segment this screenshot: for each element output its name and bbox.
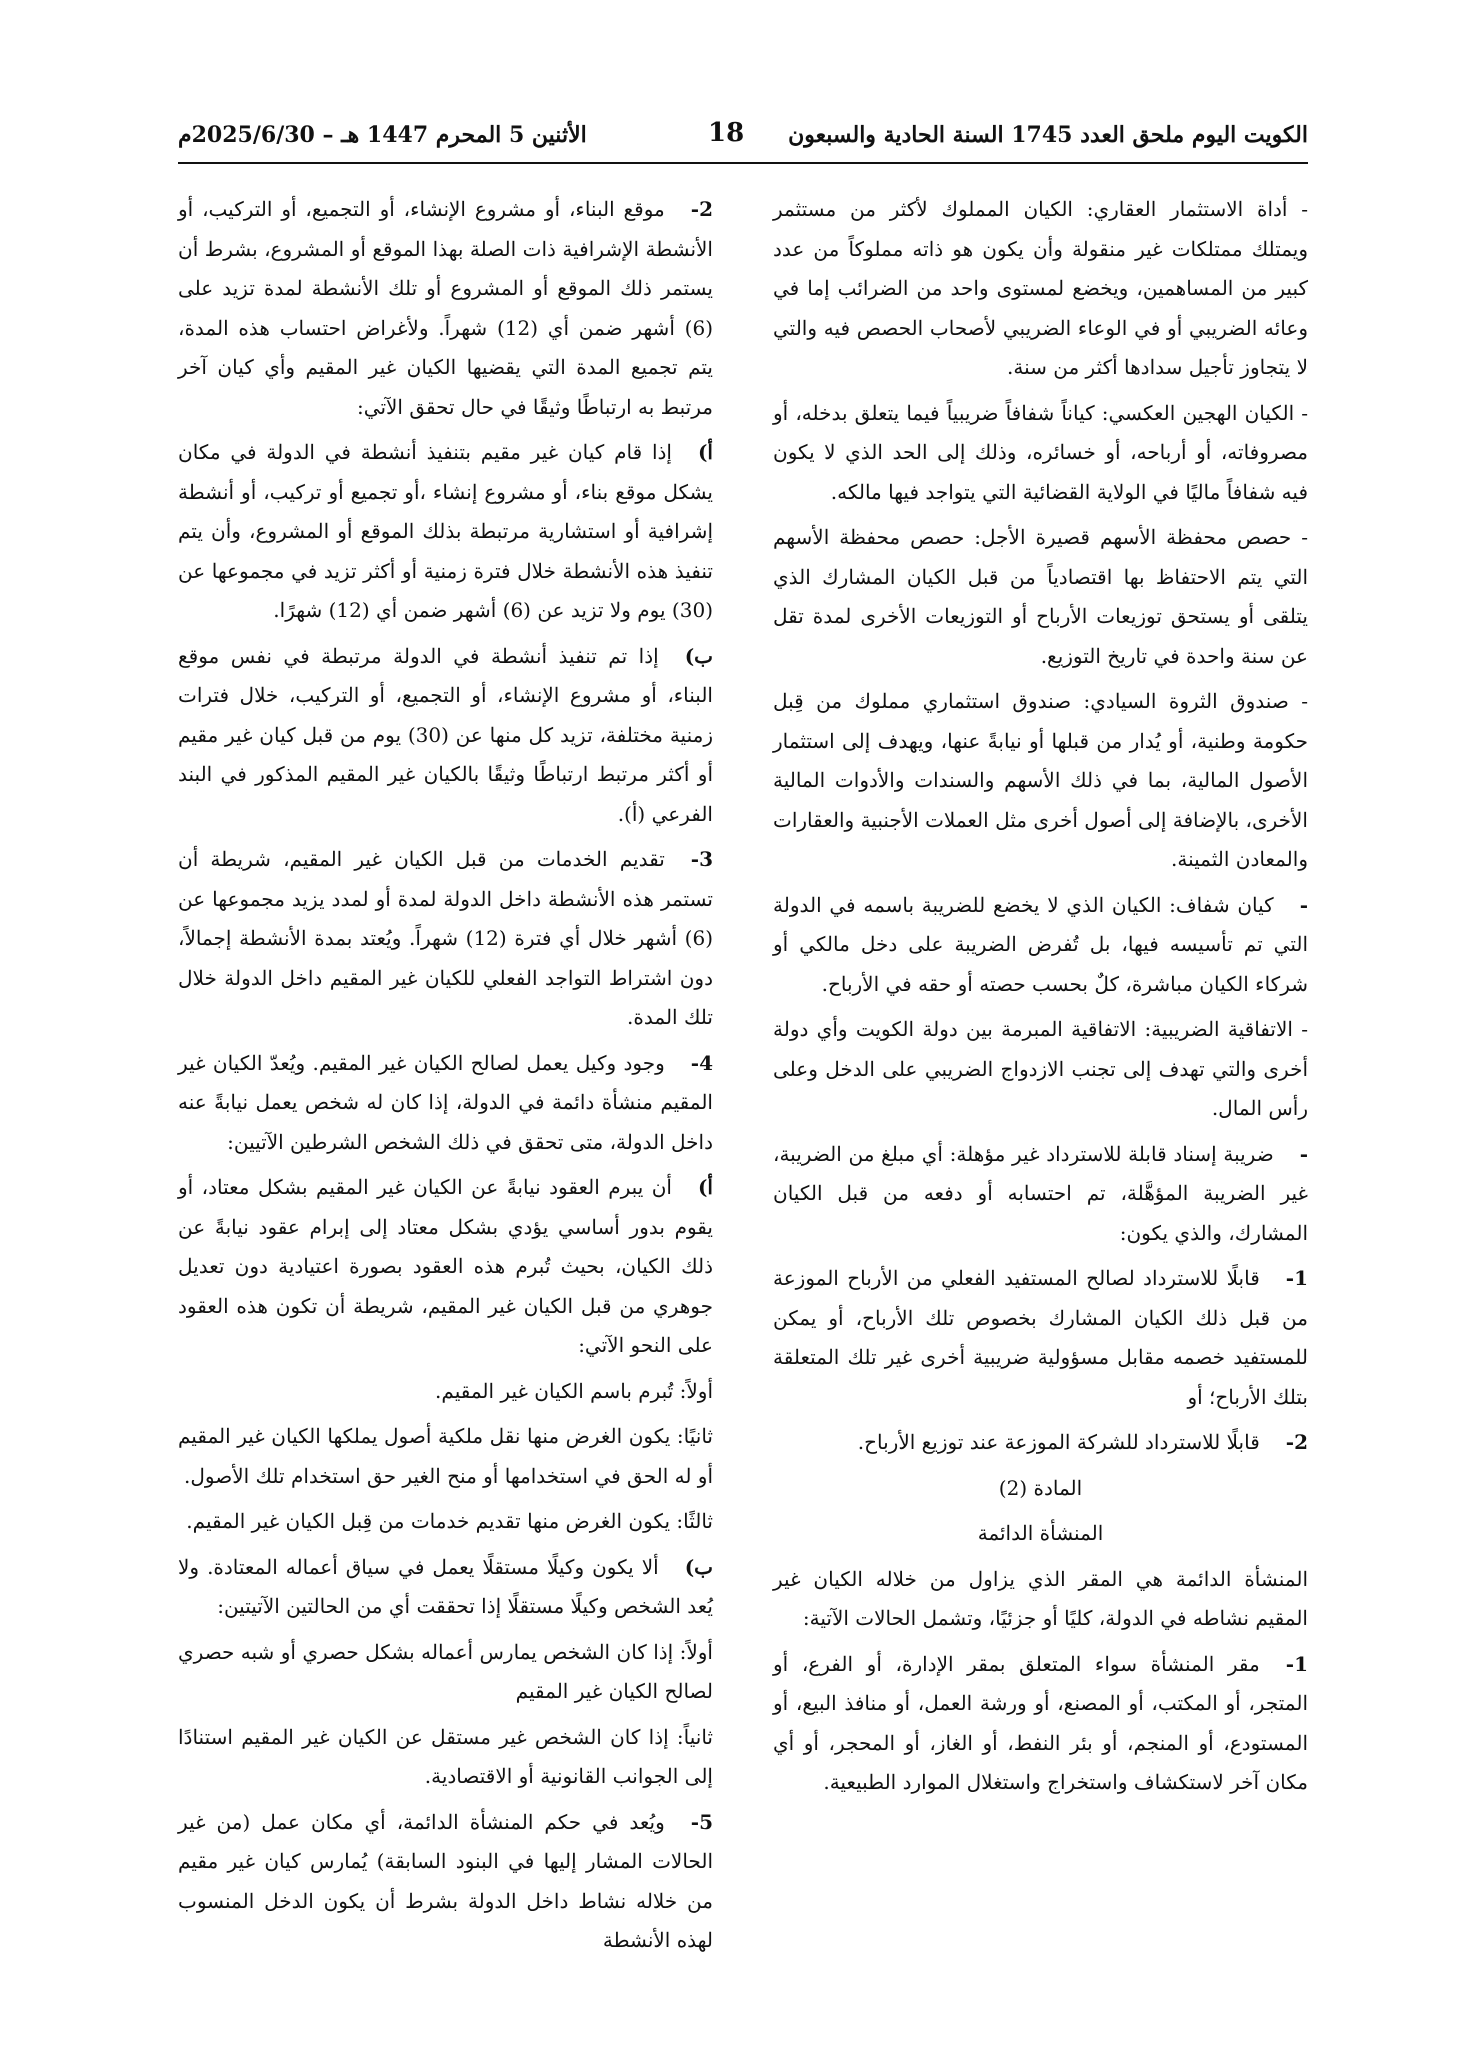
paragraph [178, 1718, 713, 1797]
paragraph-text: - الاتفاقية الضريبية: الاتفاقية المبرمة بين دولة الكويت وأي دولة أخرى والتي تهدف إلى تجنب الازدواج الضريبي على الدخل وعلى رأس المال. [773, 1017, 1308, 1120]
paragraph [773, 886, 1308, 1005]
paragraph-text: وجود وكيل يعمل لصالح الكيان غير المقيم. ويُعدّ الكيان غير المقيم منشأة دائمة في الدولة، إذا كان له شخص يعمل نيابةً عنه داخل الدولة، متى تحقق في ذلك الشخص الشرطين الآتيين: [178, 1050, 713, 1154]
left-column [178, 190, 713, 1967]
page-number: 18 [708, 118, 745, 148]
paragraph [773, 1514, 1308, 1554]
paragraph-text: - صندوق الثروة السيادي: صندوق استثماري مملوك من قِبل حكومة وطنية، أو يُدار من قبلها أو نيابةً عنها، ويهدف إلى استثمار الأصول المالية، بما في ذلك الأسهم والسندات والأدوات المالية الأخرى، بالإضافة إلى أصول أخرى مثل العملات الأجنبية والعقارات والمعادن الثمينة. [773, 689, 1308, 871]
clause-number: 4- [690, 1050, 713, 1075]
paragraph [773, 1469, 1308, 1509]
paragraph-text: المنشأة الدائمة [977, 1521, 1104, 1545]
paragraph-text: ثالثًا: يكون الغرض منها تقديم خدمات من قِبل الكيان غير المقيم. [186, 1509, 713, 1533]
paragraph-text: المنشأة الدائمة هي المقر الذي يزاول من خلاله الكيان غير المقيم نشاطه في الدولة، كليًا أو جزئيًا، وتشمل الحالات الآتية: [773, 1566, 1308, 1630]
paragraph [773, 682, 1308, 880]
paragraph-text: قابلًا للاسترداد لصالح المستفيد الفعلي من الأرباح الموزعة من قبل ذلك الكيان المشارك بخصوص تلك الأرباح، أو يمكن للمستفيد خصمه مقابل مسؤولية ضريبية أخرى غير تلك المتعلقة بتلك الأرباح؛ أو [773, 1266, 1308, 1409]
paragraph-text: - أداة الاستثمار العقاري: الكيان المملوك لأكثر من مستثمر ويمتلك ممتلكات غير منقولة وأن يكون هو ذاته مملوكاً من عدد كبير من المساهمين، ويخضع لمستوى واحد من الضرائب إما في وعائه الضريبي أو في الوعاء الضريبي لأصحاب الحصص فيه والتي لا يتجاوز تأجيل سدادها أكثر من سنة. [773, 197, 1308, 379]
paragraph-text: إذا تم تنفيذ أنشطة في الدولة مرتبطة في نفس موقع البناء، أو مشروع الإنشاء، أو التجميع، أو التركيب، خلال فترات زمنية مختلفة، تزيد كل منها عن (30) يوم من قبل كيان غير مقيم أو أكثر مرتبط ارتباطًا وثيقًا بالكيان غير المقيم المذكور في البند الفرعي (أ). [178, 643, 713, 826]
paragraph-text: ويُعد في حكم المنشأة الدائمة، أي مكان عمل (من غير الحالات المشار إليها في البنود السابقة) يُمارس كيان غير مقيم من خلاله نشاط داخل الدولة بشرط أن يكون الدخل المنسوب لهذه الأنشطة [178, 1809, 713, 1952]
clause-number: ب) [684, 1554, 713, 1579]
header-divider [178, 162, 1308, 164]
paragraph [773, 1259, 1308, 1417]
paragraph [178, 1372, 713, 1412]
paragraph-text: أن يبرم العقود نيابةً عن الكيان غير المقيم بشكل معتاد، أو يقوم بدور أساسي يؤدي بشكل معتاد إلى إبرام عقود نيابةً عن ذلك الكيان، بحيث تُبرم هذه العقود بصورة اعتيادية دون تعديل جوهري من قبل الكيان غير المقيم، شريطة أن تكون هذه العقود على النحو الآتي: [178, 1175, 713, 1357]
paragraph [178, 1044, 713, 1163]
paragraph [178, 1548, 713, 1627]
clause-number: 3- [690, 847, 713, 871]
paragraph [773, 1645, 1308, 1803]
paragraph [773, 1010, 1308, 1129]
clause-number: - [1299, 892, 1308, 917]
paragraph [773, 518, 1308, 676]
paragraph [178, 1633, 713, 1712]
paragraph [178, 1417, 713, 1496]
paragraph [178, 1803, 713, 1961]
paragraph-text: أولاً: إذا كان الشخص يمارس أعماله بشكل حصري أو شبه حصري لصالح الكيان غير المقيم [178, 1639, 713, 1703]
paragraph-text: ضريبة إسناد قابلة للاسترداد غير مؤهلة: أي مبلغ من الضريبة، غير الضريبة المؤهَّلة، تم احتسابه أو دفعه من قبل الكيان المشارك، والذي يكون: [773, 1141, 1308, 1245]
paragraph-text: كيان شفاف: الكيان الذي لا يخضع للضريبة باسمه في الدولة التي تم تأسيسه فيها، بل تُفرض الضريبة على دخل مالكي أو شركاء الكيان مباشرة، كلٌ بحسب حصته أو حقه في الأرباح. [773, 892, 1308, 996]
paragraph [773, 1135, 1308, 1254]
clause-number: - [1299, 1141, 1308, 1166]
page-header [178, 118, 1308, 164]
publication-title: الكويت اليوم ملحق العدد 1745 السنة الحادية والسبعون [788, 122, 1308, 148]
clause-number: 1- [1285, 1266, 1308, 1290]
paragraph-text: المادة (2) [998, 1475, 1083, 1500]
right-column [773, 190, 1308, 1809]
paragraph [178, 1502, 713, 1542]
clause-number: أ) [697, 1175, 713, 1199]
paragraph-text: ثانيًا: يكون الغرض منها نقل ملكية أصول يملكها الكيان غير المقيم أو له الحق في استخدامها أو منح الغير حق استخدام تلك الأصول. [178, 1424, 713, 1488]
paragraph [773, 1423, 1308, 1463]
paragraph-text: أولاً: تُبرم باسم الكيان غير المقيم. [435, 1378, 713, 1403]
paragraph-text: ألا يكون وكيلًا مستقلًا يعمل في سياق أعماله المعتادة. ولا يُعد الشخص وكيلًا مستقلًا إذا تحققت أي من الحالتين الآتيتين: [178, 1554, 713, 1618]
clause-number: 1- [1285, 1651, 1308, 1676]
clause-number: ب) [684, 643, 713, 668]
clause-number: أ) [697, 440, 713, 464]
paragraph [773, 1560, 1308, 1639]
clause-number: 5- [690, 1809, 713, 1834]
paragraph [178, 1168, 713, 1366]
paragraph-text: مقر المنشأة سواء المتعلق بمقر الإدارة، أو الفرع، أو المتجر، أو المكتب، أو المصنع، أو ورشة العمل، أو منافذ البيع، أو المستودع، أو المنجم، أو بئر النفط، أو الغاز، أو المحجر، أو أي مكان آخر لاستكشاف واستخراج واستغلال الموارد الطبيعية. [773, 1651, 1308, 1794]
paragraph-text: إذا قام كيان غير مقيم بتنفيذ أنشطة في الدولة في مكان يشكل موقع بناء، أو مشروع إنشاء ،أو تجميع أو تركيب، أو أنشطة إشرافية أو استشارية مرتبطة بذلك الموقع أو المشروع، وأن يتم تنفيذ هذه الأنشطة خلال فترة زمنية أو أكثر تزيد في مجموعها عن (30) يوم ولا تزيد عن (6) أشهر ضمن أي (12) شهرًا. [178, 440, 713, 622]
paragraph [178, 433, 713, 631]
paragraph-text: تقديم الخدمات من قبل الكيان غير المقيم، شريطة أن تستمر هذه الأنشطة داخل الدولة لمدة أو لمدد يزيد مجموعها عن (6) أشهر خلال أي فترة (12) شهراً. ويُعتد بمدة الأنشطة إجمالاً، دون اشتراط التواجد الفعلي للكيان غير المقيم داخل الدولة خلال تلك المدة. [178, 847, 714, 1029]
paragraph [773, 394, 1308, 513]
paragraph [178, 637, 713, 835]
paragraph-text: قابلًا للاسترداد للشركة الموزعة عند توزيع الأرباح. [857, 1430, 1260, 1454]
clause-number: 2- [1285, 1430, 1308, 1454]
paragraph [178, 840, 713, 1038]
paragraph-text: - الكيان الهجين العكسي: كياناً شفافاً ضريبياً فيما يتعلق بدخله، أو مصروفاته، أو أرباحه، أو خسائره، وذلك إلى الحد الذي لا يكون فيه شفافاً ماليًا في الولاية القضائية التي يتواجد فيها مالكه. [773, 400, 1308, 504]
clause-number: 2- [690, 197, 713, 221]
paragraph [773, 190, 1308, 388]
paragraph [178, 190, 713, 427]
paragraph-text: موقع البناء، أو مشروع الإنشاء، أو التجميع، أو التركيب، أو الأنشطة الإشرافية ذات الصلة بهذا الموقع أو المشروع، بشرط أن يستمر ذلك الموقع أو المشروع أو تلك الأنشطة لمدة تزيد على (6) أشهر ضمن أي (12) شهراً. ولأغراض احتساب هذه المدة، يتم تجميع المدة التي يقضيها الكيان غير المقيم وأي كيان آخر مرتبط به ارتباطًا وثيقًا في حال تحقق الآتي: [178, 197, 713, 419]
paragraph-text: - حصص محفظة الأسهم قصيرة الأجل: حصص محفظة الأسهم التي يتم الاحتفاظ بها اقتصادياً من قبل الكيان المشارك الذي يتلقى أو يستحق توزيعات الأرباح أو التوزيعات الأخرى لمدة تقل عن سنة واحدة في تاريخ التوزيع. [773, 525, 1308, 668]
issue-date: الأثنين 5 المحرم 1447 هـ – 2025/6/30م [178, 122, 587, 148]
paragraph-text: ثانياً: إذا كان الشخص غير مستقل عن الكيان غير المقيم استنادًا إلى الجوانب القانونية أو الاقتصادية. [178, 1724, 713, 1788]
